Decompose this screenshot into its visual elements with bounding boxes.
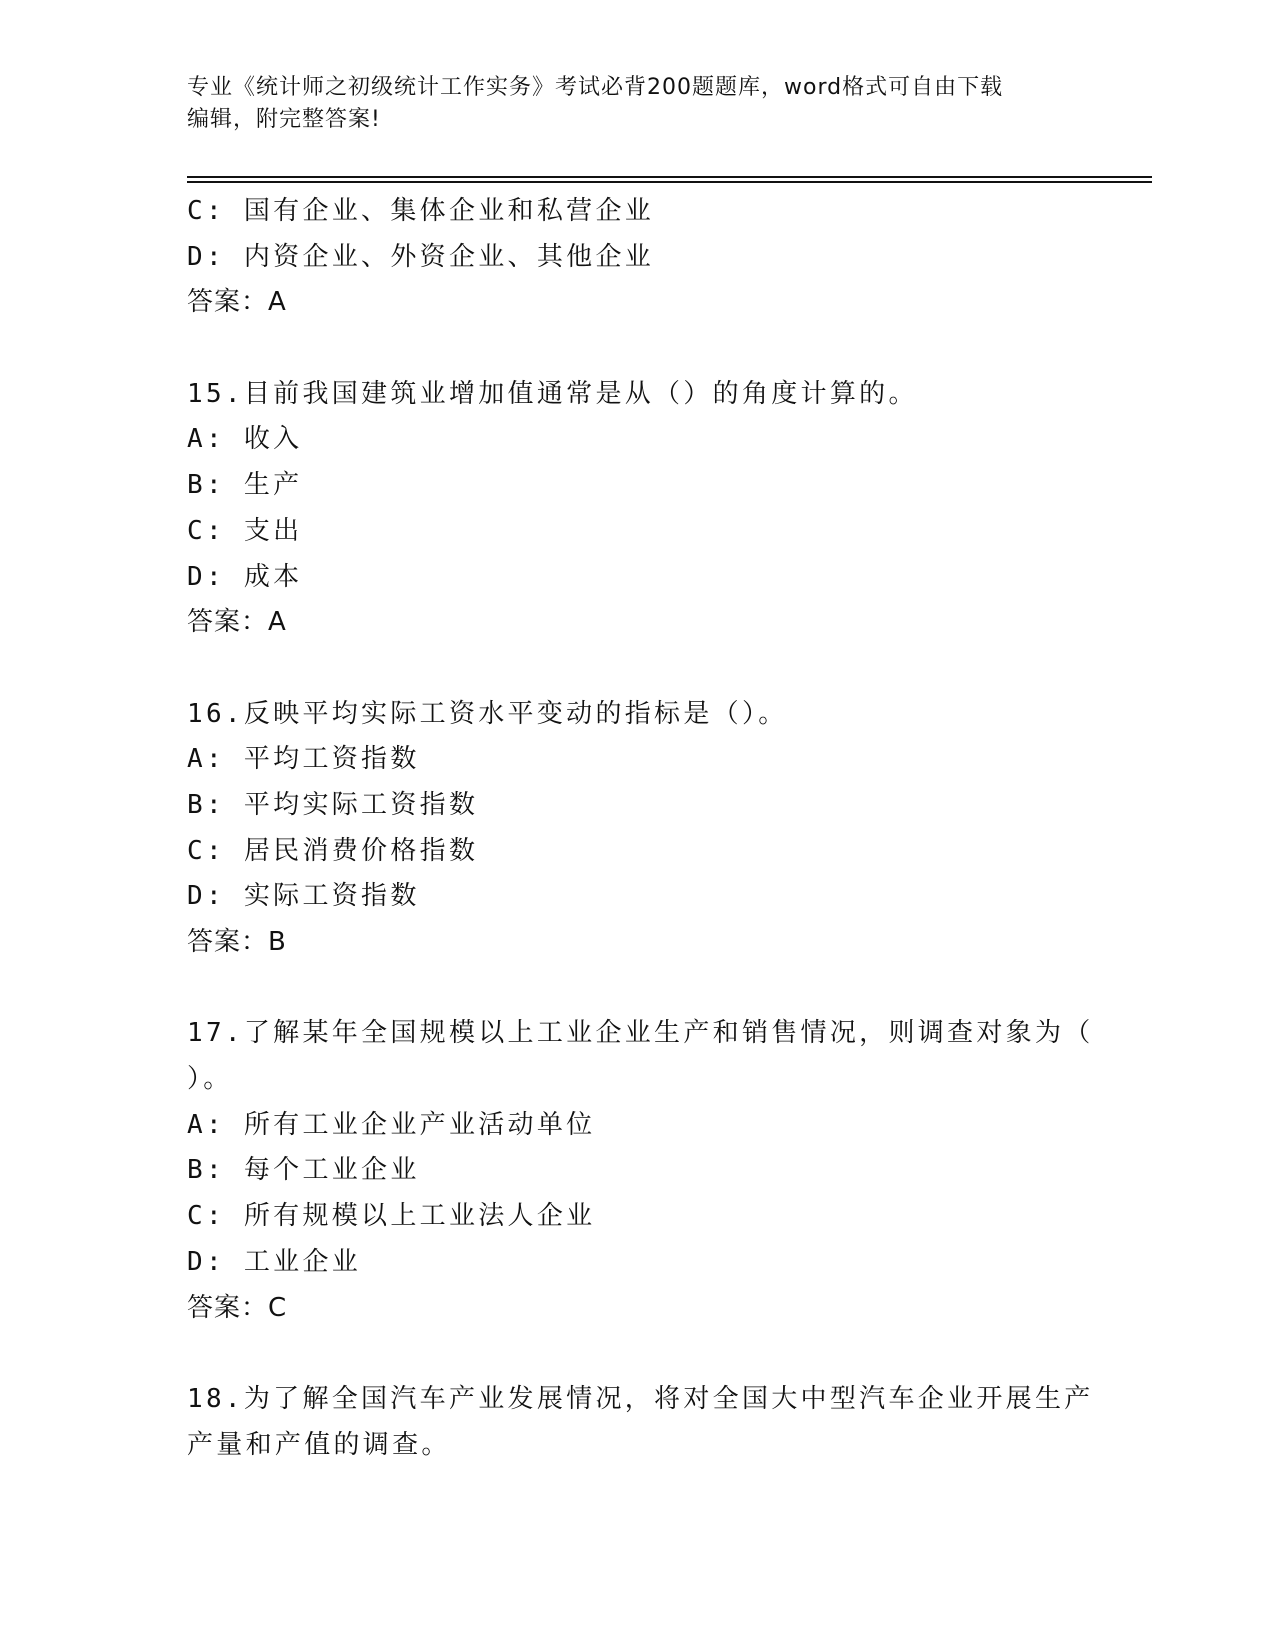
header-title-line-2: 编辑，附完整答案! — [187, 107, 381, 132]
answer-line: 答案：A — [187, 607, 287, 638]
spacer — [187, 646, 1087, 692]
option-c: C: 所有规模以上工业法人企业 — [187, 1201, 596, 1232]
option-c: C: 支出 — [187, 515, 303, 546]
spacer — [187, 1331, 1087, 1377]
option-d: D: 成本 — [187, 561, 303, 592]
option-b: B: 每个工业企业 — [187, 1155, 420, 1186]
question-stem: 16.反映平均实际工资水平变动的指标是（）。 — [187, 698, 788, 729]
option-b: B: 生产 — [187, 470, 303, 501]
answer-line: 答案：B — [187, 927, 287, 957]
spacer — [187, 966, 1087, 1012]
header-divider-top — [187, 176, 1152, 178]
question-list — [187, 189, 1094, 1468]
question-15 — [187, 372, 1087, 646]
option-c: C: 居民消费价格指数 — [187, 835, 479, 866]
option-d: D: 内资企业、外资企业、其他企业 — [187, 241, 655, 272]
question-stem: 17.了解某年全国规模以上工业企业生产和销售情况，则调查对象为（ — [187, 1018, 1094, 1049]
option-c: C: 国有企业、集体企业和私营企业 — [187, 196, 655, 226]
option-a: A: 所有工业企业产业活动单位 — [187, 1109, 596, 1140]
option-d: D: 实际工资指数 — [187, 881, 420, 912]
option-b: B: 平均实际工资指数 — [187, 789, 479, 820]
question-stem: 18.为了解全国汽车产业发展情况，将对全国大中型汽车企业开展生产 — [187, 1383, 1094, 1414]
header-divider-bottom — [187, 181, 1152, 183]
document-header — [187, 72, 1087, 136]
question-17 — [187, 1011, 1094, 1331]
answer-line: 答案：C — [187, 1292, 288, 1323]
question-stem: 15.目前我国建筑业增加值通常是从（）的角度计算的。 — [187, 378, 918, 409]
question-16 — [187, 692, 1087, 966]
question-18 — [187, 1377, 1094, 1468]
option-a: A: 平均工资指数 — [187, 744, 420, 775]
answer-line: 答案：A — [187, 287, 287, 318]
question-14-continuation — [187, 189, 1087, 326]
spacer — [187, 326, 1087, 372]
question-stem-continued: 产量和产值的调查。 — [187, 1429, 451, 1460]
question-stem-continued: ）。 — [187, 1064, 233, 1095]
option-a: A: 收入 — [187, 424, 303, 455]
header-title-line-1: 专业《统计师之初级统计工作实务》考试必背200题题库，word格式可自由下载 — [187, 75, 1004, 100]
option-d: D: 工业企业 — [187, 1246, 362, 1277]
